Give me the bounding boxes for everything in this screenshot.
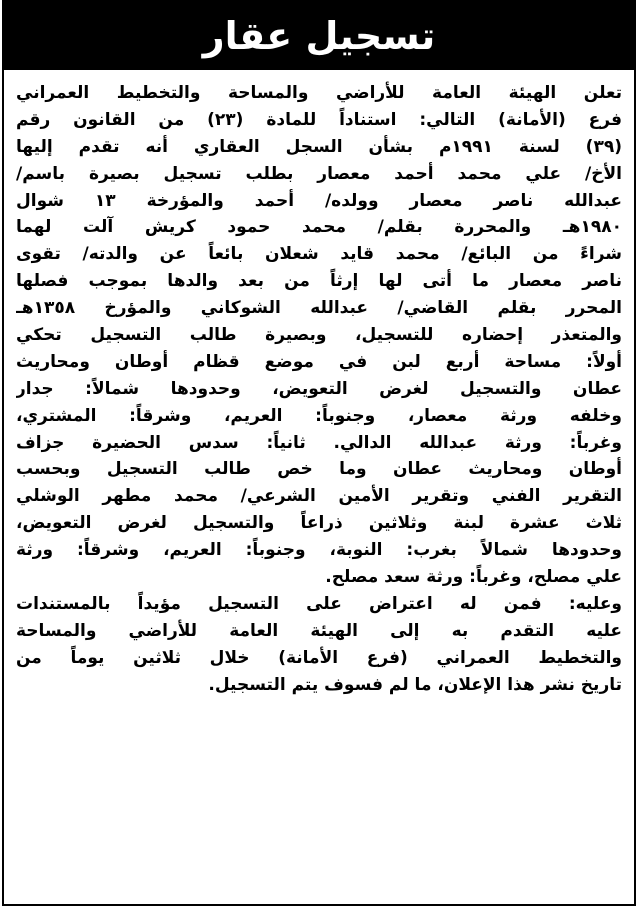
notice-header bbox=[4, 2, 634, 70]
notice-line: وعليه: فمن له اعتراض على التسجيل مؤيداً بالمستندات bbox=[16, 593, 622, 614]
notice-line: شراءً من البائع/ محمد قايد شعلان بائعاً عن والدته/ تقوى bbox=[16, 244, 622, 265]
notice-line: ثلاث عشرة لبنة وثلاثين ذراعاً والتسجيل لغرض التعويض، bbox=[16, 513, 622, 534]
notice-line: وخلفه ورثة معصار، وجنوباً: العريم، وشرقاً: المشتري، bbox=[16, 405, 622, 426]
notice-title: تسجيل عقار bbox=[202, 14, 436, 58]
notice-line: وغرباً: ورثة عبدالله الدالي. ثانياً: سدس الحضيرة جزاف bbox=[16, 432, 622, 453]
notice-line: تاريخ نشر هذا الإعلان، ما لم فسوف يتم التسجيل. bbox=[208, 674, 622, 695]
notice-line: ناصر معصار ما أتى لها إرثاً من بعد والدها بموجب فصلها bbox=[16, 271, 622, 292]
notice-line: أولاً: مساحة أربع لبن في موضع قظام أوطان ومحاريث bbox=[16, 351, 622, 372]
notice-line: فرع (الأمانة) التالي: استناداً للمادة (٢٣) من القانون رقم bbox=[16, 109, 622, 130]
notice-line: تعلن الهيئة العامة للأراضي والمساحة والتخطيط العمراني bbox=[16, 83, 622, 103]
notice-frame bbox=[2, 0, 636, 906]
notice-line: والمتعذر إحضاره للتسجيل، وبصيرة طالب التسجيل تحكي bbox=[16, 325, 622, 346]
notice-body bbox=[16, 80, 622, 898]
notice-line: عطان والتسجيل لغرض التعويض، وحدودها شمالاً: جدار bbox=[16, 378, 622, 399]
notice-line: التقرير الفني وتقرير الأمين الشرعي/ محمد مطهر الوشلي bbox=[16, 486, 622, 507]
notice-line: عبدالله ناصر معصار وولده/ أحمد والمؤرخة ١٣ شوال bbox=[16, 190, 622, 211]
notice-line: أوطان ومحاريث عطان وما خص طالب التسجيل وبحسب bbox=[16, 459, 622, 480]
notice-line: الأخ/ علي محمد أحمد معصار بطلب تسجيل بصيرة باسم/ bbox=[16, 163, 622, 184]
notice-line: عليه التقدم به إلى الهيئة العامة للأراضي والمساحة bbox=[16, 620, 622, 641]
notice-line: المحرر بقلم القاضي/ عبدالله الشوكاني والمؤرخ ١٣٥٨هـ bbox=[16, 298, 622, 319]
notice-line: ١٩٨٠هـ والمحررة بقلم/ محمد حمود كريش آلت لهما bbox=[16, 217, 622, 238]
notice-line: علي مصلح، وغرباً: ورثة سعد مصلح. bbox=[325, 567, 622, 588]
notice-line: والتخطيط العمراني (فرع الأمانة) خلال ثلاثين يوماً من bbox=[16, 647, 622, 668]
notice-line: (٣٩) لسنة ١٩٩١م بشأن السجل العقاري أنه تقدم إليها bbox=[16, 136, 622, 157]
notice-line: وحدودها شمالاً بغرب: النوبة، وجنوباً: العريم، وشرقاً: ورثة bbox=[16, 540, 622, 561]
